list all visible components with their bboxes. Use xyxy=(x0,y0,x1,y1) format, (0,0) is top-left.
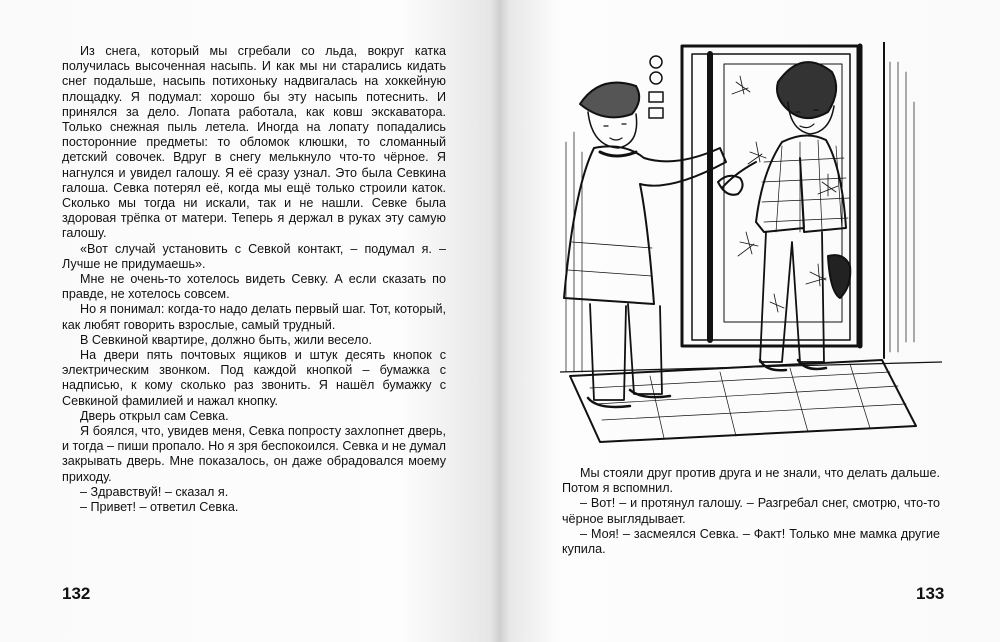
paragraph: Я боялся, что, увидев меня, Севка попросту захлопнет дверь, и тогда – пиши пропало. Но я зря беспокоился. Севка и не думал закрывать дверь. Мне показалось, он даже обрадовался моему приходу. xyxy=(62,424,446,484)
paragraph: Мне не очень-то хотелось видеть Севку. А если сказать по правде, не хотелось совсем. xyxy=(62,272,446,302)
paragraph: На двери пять почтовых ящиков и штук десять кнопок с электрическим звонком. Под каждой кнопкой – бумажка с надписью, к кому сколько раз звонить. Я нашёл бумажку с Севкиной фамилией и нажал кнопку. xyxy=(62,348,446,408)
paragraph: Мы стояли друг против друга и не знали, что делать дальше. Потом я вспомнил. xyxy=(562,466,940,496)
left-page-text xyxy=(62,44,446,515)
paragraph: В Севкиной квартире, должно быть, жили весело. xyxy=(80,332,372,347)
illustration-two-boys-at-door xyxy=(560,42,942,447)
paragraph: – Здравствуй! – сказал я. xyxy=(80,484,229,499)
page-number-right: 133 xyxy=(916,584,945,603)
paragraph: – Вот! – и протянул галошу. – Разгребал снег, смотрю, что-то чёрное выглядывает. xyxy=(562,496,940,526)
paragraph: – Привет! – ответил Севка. xyxy=(80,500,239,515)
paragraph: – Моя! – засмеялся Севка. – Факт! Только мне мамка другие купила. xyxy=(562,526,940,557)
page-number-left: 132 xyxy=(62,584,91,603)
right-page-text xyxy=(562,466,940,557)
paragraph: Из снега, который мы сгребали со льда, вокруг катка получилась высоченная насыпь. И как мы ни старались кидать снег подальше, насыпь потихоньку надвигалась на хоккейную площадку. Я подумал: хорошо бы эту насыпь потеснить. И принялся за дело. Лопата работала, как ковш экскаватора. Только снежная пыль летела. Иногда на лопату попадались посторонние предметы: то обломок клюшки, то сломанный детский совочек. Вдруг в снегу мелькнуло что-то чёрное. Я нагнулся и увидел галошу. Я её сразу узнал. Это была Севкина галоша. Севка потерял её, когда мы ещё только строили каток. Сколько мы тогда ни искали, так и не нашли. Севке была здоровая трёпка от матери. Теперь я держал в руках эту самую галошу. xyxy=(62,44,446,241)
paragraph: Дверь открыл сам Севка. xyxy=(80,408,229,423)
paragraph: «Вот случай установить с Севкой контакт, – подумал я. – Лучше не придумаешь». xyxy=(62,241,446,271)
paragraph: Но я понимал: когда-то надо делать первый шаг. Тот, который, как любят говорить взрослые, самый трудный. xyxy=(62,302,446,332)
